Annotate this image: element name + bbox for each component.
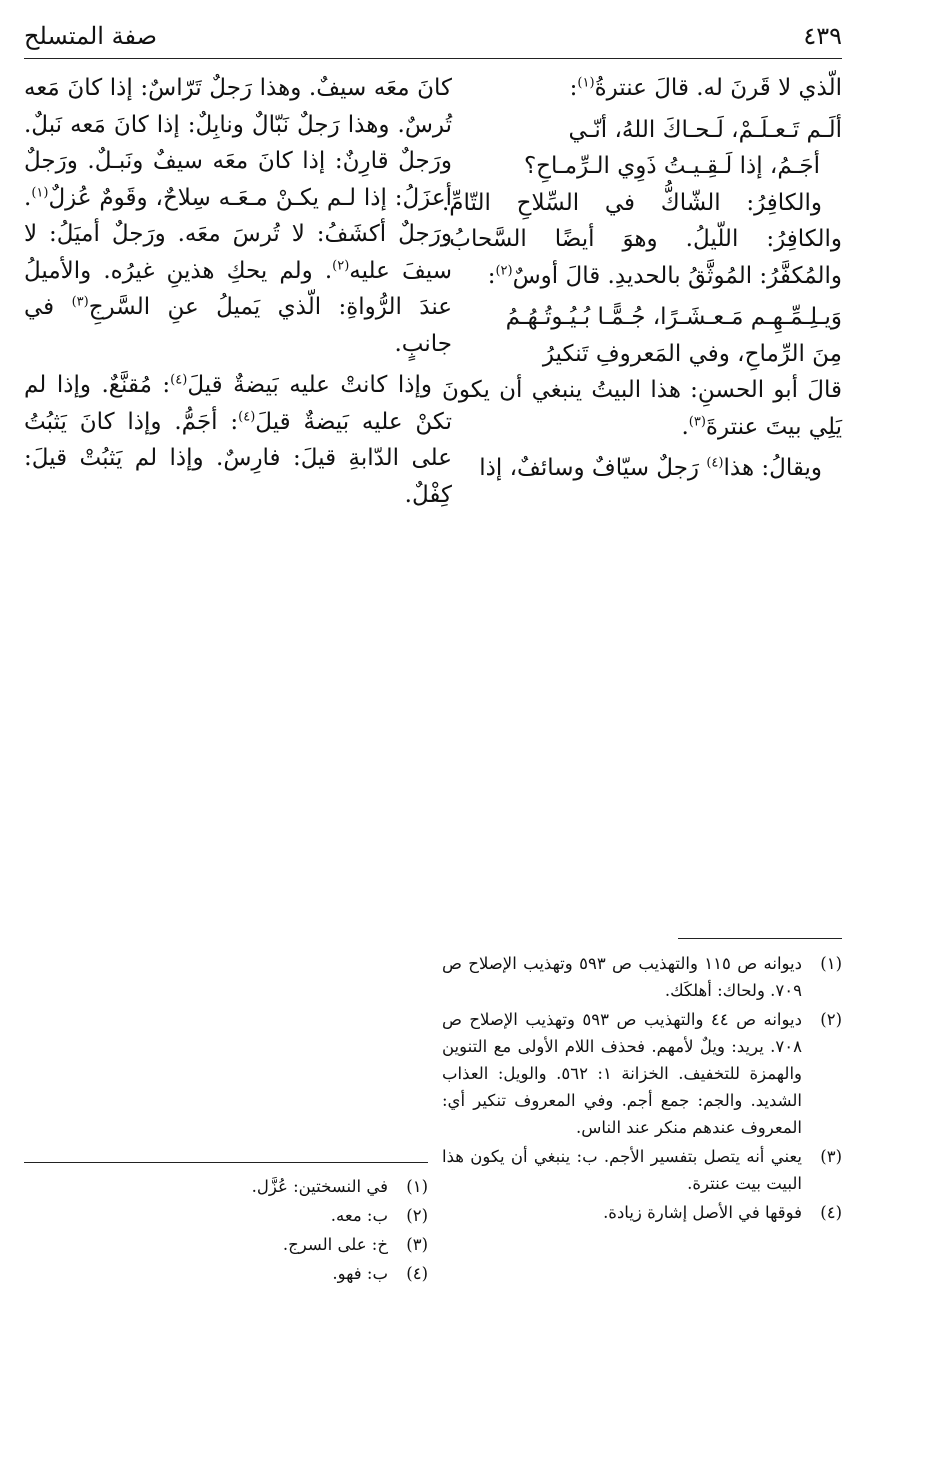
paragraph-text: . bbox=[681, 413, 689, 440]
paragraph-text: . ورَجلٌ أكشَفُ: لا تُرسَ معَه. ورَجلٌ أميَلُ: لا سيفَ عليه bbox=[24, 184, 452, 284]
footnote-rule bbox=[678, 938, 842, 939]
paragraph bbox=[442, 185, 842, 295]
footnote-rule bbox=[24, 1162, 428, 1163]
running-title: صفة المتسلح bbox=[24, 22, 157, 50]
footnote bbox=[442, 1199, 842, 1226]
footnote-number: (٤) bbox=[820, 1203, 842, 1222]
paragraph-text: : أجَمُّ. وإذا كانَ يَثبُتُ على الدّابةِ قيلَ: فارِسٌ. وإذا لم يَثبُتْ قيلَ: كِفْلٌ. bbox=[24, 408, 452, 508]
footnote-number: (١) bbox=[406, 1177, 428, 1196]
paragraph-text: . ولم يحكِ هذينِ غيرُه. والأميلُ عندَ الرُّواةِ: الّذي يَميلُ عنِ السَّرجِ bbox=[24, 257, 452, 320]
footnote-mark: (٤) bbox=[706, 455, 724, 471]
footnote-mark: (٢) bbox=[332, 257, 350, 273]
paragraph-text: قالَ أبو الحسنِ: هذا البيتُ ينبغي أن يكونَ يَلِي بيتَ عنترةَ bbox=[442, 377, 842, 440]
left-column bbox=[24, 70, 452, 518]
page-number: ٤٣٩ bbox=[803, 22, 842, 50]
footnote-mark: (٤) bbox=[170, 372, 188, 388]
footnote-text: ديوانه ص ٤٤ والتهذيب ص ٥٩٣ وتهذيب الإصلاح ص ٧٠٨. يريد: ويلٌ لأمهم. فحذف اللام الأولى مع التنوين والهمزة للتخفيف. الخزانة ١: ٥٦٢. والويل: العذاب الشديد. والجم: جمع أجم. وفي المعروف تنكير أي: المعروف عندهم منكر عند الناس. bbox=[442, 1010, 802, 1137]
footnote-text: فوقها في الأصل إشارة زيادة. bbox=[603, 1203, 802, 1222]
paragraph-text: في جانبٍ. bbox=[24, 294, 452, 357]
footnote-number: (٢) bbox=[820, 1010, 842, 1029]
paragraph bbox=[24, 70, 452, 362]
paragraph bbox=[442, 450, 842, 487]
paragraph-text: ويقالُ: هذا bbox=[723, 455, 822, 481]
footnotes-right bbox=[442, 950, 842, 1228]
paragraph-text: : مُقنَّعٌ. وإذا لم تكنْ عليه بَيضةٌ قيلَ bbox=[24, 372, 452, 435]
footnote-mark: (١) bbox=[577, 75, 595, 91]
footnote-text: في النسختين: عُزَّل. bbox=[251, 1177, 388, 1196]
footnotes-left bbox=[24, 1173, 428, 1289]
footnote-text: يعني أنه يتصل بتفسير الأجم. ب: ينبغي أن يكون هذا البيت بيت عنترة. bbox=[442, 1147, 802, 1193]
footnote-mark: (٣) bbox=[71, 294, 89, 310]
verse-line: وَيـلِـمِّـهِـم مَـعـشَـرًا، جُـمًّـا بُـيُـوتُـهُـمُ bbox=[505, 304, 842, 330]
verse-line: أجَـمُ، إذا لَـقِـيـتُ ذَوِي الـرِّمـاحِ؟ bbox=[523, 153, 820, 179]
footnote-text: ب: معه. bbox=[330, 1206, 388, 1225]
verse-line: مِنَ الرِّماحِ، وفي المَعروفِ تَنكيرُ bbox=[542, 340, 842, 367]
footnote bbox=[442, 1006, 842, 1141]
right-column bbox=[442, 70, 842, 492]
footnote-mark: (٤) bbox=[238, 408, 256, 424]
footnote-number: (٣) bbox=[406, 1235, 428, 1254]
paragraph bbox=[442, 372, 842, 445]
paragraph-text: وإذا كانتْ عليه بَيضةٌ قيلَ bbox=[187, 372, 432, 398]
verse-block bbox=[442, 299, 842, 372]
footnote bbox=[24, 1260, 428, 1287]
verse-block bbox=[442, 112, 842, 185]
paragraph-text: كانَ معَه سيفٌ. وهذا رَجلٌ تَرّاسٌ: إذا كانَ مَعه تُرسٌ. وهذا رَجلٌ نَبّالٌ ونابِلٌ: إذا كانَ مَعه نَبلٌ. ورَجلٌ قارِنٌ: إذا كانَ معَه سيفٌ ونَبـلٌ. ورَجلٌ أعزَلُ: إذا لـم يكـنْ مـعَـه سِلاحٌ، وقَومٌ عُزلٌ bbox=[24, 75, 452, 211]
paragraph-text: : bbox=[487, 262, 496, 289]
footnote-number: (٤) bbox=[406, 1264, 428, 1283]
footnote-text: ب: فهو. bbox=[332, 1264, 388, 1283]
paragraph-text: : bbox=[569, 75, 578, 101]
footnote-mark: (٣) bbox=[688, 413, 706, 429]
footnote-mark: (١) bbox=[31, 184, 49, 200]
footnote-text: ديوانه ص ١١٥ والتهذيب ص ٥٩٣ وتهذيب الإصلاح ص ٧٠٩. ولحاك: أهلكَك. bbox=[442, 954, 802, 1000]
header-rule bbox=[24, 58, 842, 59]
footnote-mark: (٢) bbox=[495, 262, 513, 278]
footnote bbox=[442, 1143, 842, 1197]
paragraph-text: رَجلٌ سيّافٌ وسائفٌ، إذا bbox=[479, 455, 707, 481]
footnote-number: (٢) bbox=[406, 1206, 428, 1225]
footnote-text: خ: على السرج. bbox=[282, 1235, 388, 1254]
footnote bbox=[24, 1231, 428, 1258]
paragraph-text: والكافِرُ: الشّاكُّ في السِّلاحِ التّامِّ. والكافِرُ: اللّيلُ. وهوَ أيضًا السَّحابُ. والمُكفَّرُ: المُوثَّقُ بالحديدِ. قالَ أوسٌ bbox=[442, 189, 842, 289]
footnote bbox=[24, 1202, 428, 1229]
footnote bbox=[442, 950, 842, 1004]
footnote bbox=[24, 1173, 428, 1200]
footnote-number: (١) bbox=[820, 954, 842, 973]
paragraph bbox=[442, 70, 842, 107]
paragraph bbox=[24, 367, 452, 513]
paragraph-text: الّذي لا قَرنَ له. قالَ عنترةُ bbox=[594, 75, 842, 101]
verse-line: ألَـم تَـعـلَـمْ، لَـحـاكَ اللهُ، أنّـي bbox=[568, 116, 842, 143]
footnote-number: (٣) bbox=[820, 1147, 842, 1166]
